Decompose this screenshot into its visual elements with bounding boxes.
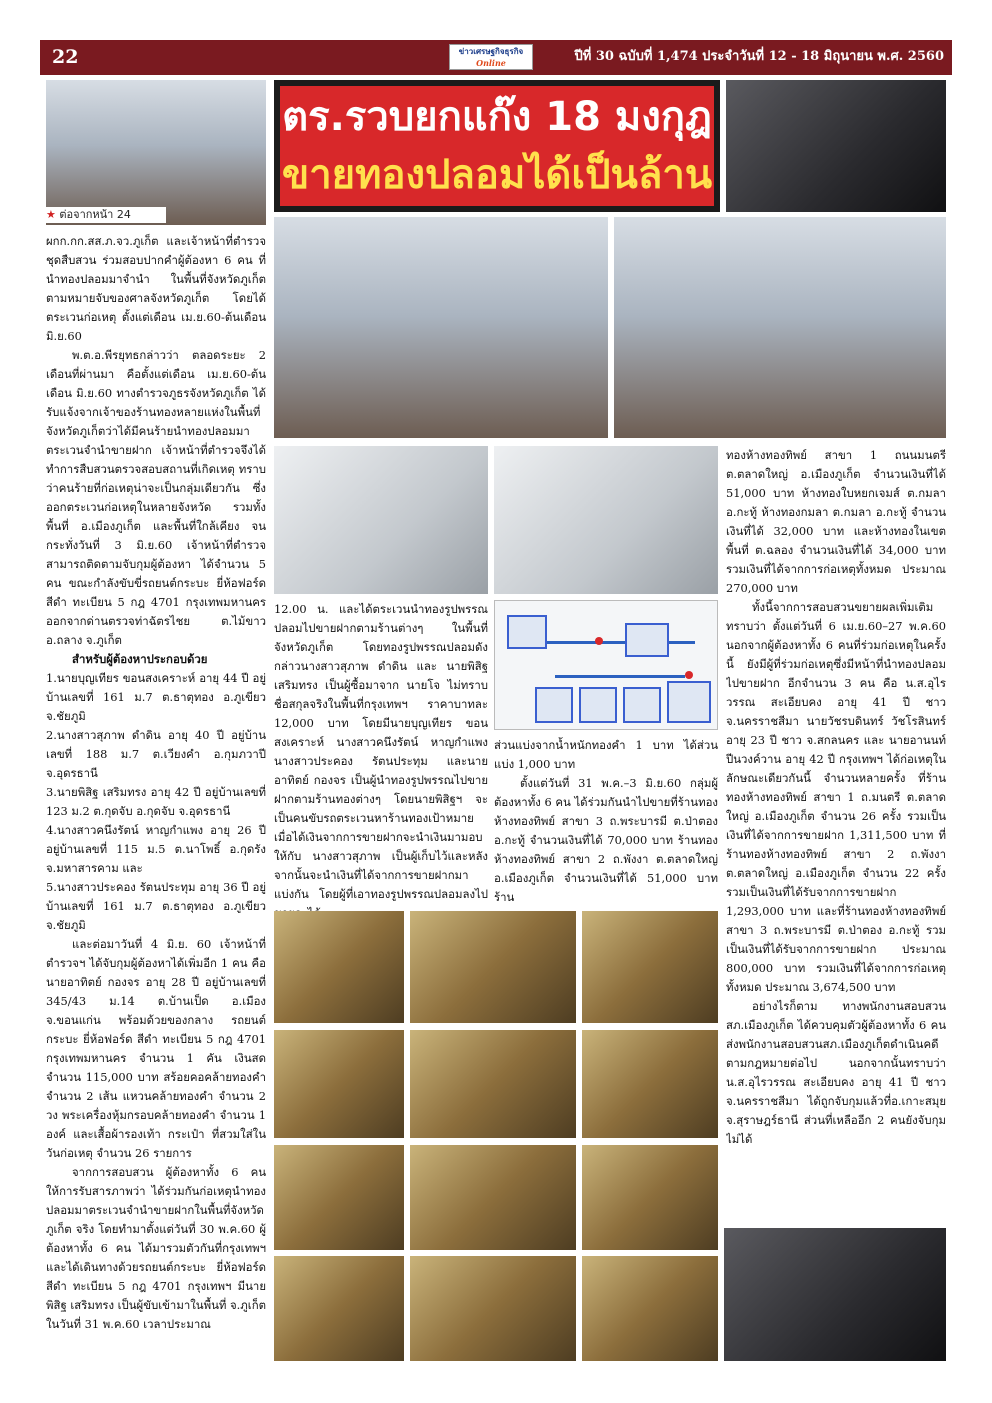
photo-cctv-11 <box>410 1256 576 1361</box>
map-pin-icon <box>685 671 693 679</box>
diagram-route-line <box>555 675 685 678</box>
photo-cctv-4 <box>274 1030 404 1138</box>
headline-line-2: ขายทองปลอมได้เป็นล้าน <box>281 152 713 198</box>
photo-press-conference-left <box>274 217 608 438</box>
photo-press-conference-right <box>614 217 946 438</box>
photo-cctv-9 <box>582 1145 718 1250</box>
photo-cctv-2 <box>410 911 576 1023</box>
article-column-3 <box>494 736 718 916</box>
photo-cctv-6 <box>582 1030 718 1138</box>
continued-text: ต่อจากหน้า 24 <box>59 208 131 221</box>
suspect-item: 5.นางสาวประคอง รัตนประทุม อายุ 36 ปี อยู่บ้านเลขที่ 161 ม.7 ต.ธาตุทอง อ.ภูเขียว จ.ชัยภูมิ <box>46 880 266 932</box>
paragraph: จากการสอบสวน ผู้ต้องหาทั้ง 6 คน ให้การรับสารภาพว่า ได้ร่วมกันก่อเหตุนำทองปลอมมาตระเวนจำนำขายฝากในพื้นที่จังหวัดภูเก็ต จริง โดยทำมาตั้งแต่วันที่ 30 พ.ค.60 ผู้ต้องหาทั้ง 6 คน ได้มารวมตัวกันที่กรุงเทพฯ และได้เดินทางด้วยรถยนต์กระบะ ยี่ห้อฟอร์ด สีดำ ทะเบียน 5 กฎ 4701 กรุงเทพฯ มีนายพิสิฐ เสริมทรง เป็นผู้ขับเข้ามาในพื้นที่ จ.ภูเก็ต ในวันที่ 31 พ.ค.60 เวลาประมาณ <box>46 1165 266 1331</box>
suspect-item: 3.นายพิสิฐ เสริมทรง อายุ 42 ปี อยู่บ้านเลขที่ 123 ม.2 ต.กุดจับ อ.กุดจับ จ.อุดรธานี <box>46 785 266 818</box>
page-number: 22 <box>52 46 79 68</box>
paragraph: ทองห้างทองทิพย์ สาขา 1 ถนนมนตรี ต.ตลาดใหญ่ อ.เมืองภูเก็ต จำนวนเงินที่ได้ 51,000 บาท ห้างทองใบหยกเจมส์ ต.กมลา อ.กะทู้ ห้างทองกมลา ต.กมลา อ.กะทู้ จำนวนเงินที่ได้ 32,000 บาท และห้างทองในเขตพื้นที่ ต.ฉลอง จำนวนเงินที่ได้ 34,000 บาท รวมเงินที่ได้จากการก่อเหตุทั้งหมด ประมาณ 270,000 บาท <box>726 448 946 595</box>
photo-cctv-1 <box>274 911 404 1023</box>
diagram-photo-box <box>667 681 711 723</box>
photo-cctv-10 <box>274 1256 404 1361</box>
photo-cctv-5 <box>410 1030 576 1138</box>
photo-officer-holding-necklace <box>46 80 266 225</box>
paragraph: ส่วนแบ่งจากน้ำหนักทองคำ 1 บาท ได้ส่วนแบ่ง 1,000 บาท <box>494 738 718 771</box>
suspect-item: 4.นางสาวคนึงรัตน์ หาญกำแพง อายุ 26 ปี อยู่บ้านเลขที่ 115 ม.5 ต.นาโพธิ์ อ.กุดรัง จ.มหาสารคาม และ <box>46 823 266 875</box>
photo-cctv-3 <box>582 911 718 1023</box>
paragraph: พ.ต.อ.พีรยุทธกล่าวว่า ตลอดระยะ 2 เดือนที่ผ่านมา คือตั้งแต่เดือน เม.ย.60-ต้นเดือน มิ.ย.60 ทางตำรวจภูธรจังหวัดภูเก็ต ได้รับแจ้งจากเจ้าของร้านทองหลายแห่งในพื้นที่จังหวัดภูเก็ตว่าได้มีคนร้ายนำทองปลอมมาตระเวนจำนำขายฝาก เจ้าหน้าที่ตำรวจจึงได้ทำการสืบสวนตรวจสอบสถานที่เกิดเหตุ ทราบว่าคนร้ายที่ก่อเหตุน่าจะเป็นกลุ่มเดียวกัน ซึ่งออกตระเวนก่อเหตุในหลายจังหวัด รวมทั้งพื้นที่ อ.เมืองภูเก็ต และพื้นที่ใกล้เคียง จนกระทั่งวันที่ 3 มิ.ย.60 เจ้าหน้าที่ตำรวจสามารถติดตามจับกุมผู้ต้องหา ได้จำนวน 5 คน ขณะกำลังขับขี่รถยนต์กระบะ ยี่ห้อฟอร์ด สีดำ ทะเบียน 5 กฎ 4701 กรุงเทพมหานคร ออกจากด่านตรวจท่าฉัตรไชย ต.ไม้ขาว อ.ถลาง จ.ภูเก็ต <box>46 348 266 647</box>
suspect-item: 1.นายบุญเทียร ขอนสงเคราะห์ อายุ 44 ปี อยู่บ้านเลขที่ 161 ม.7 ต.ธาตุทอง อ.ภูเขียว จ.ชัยภูมิ <box>46 671 266 723</box>
photo-cctv-12 <box>582 1256 718 1361</box>
paragraph: ทั้งนี้จากการสอบสวนขยายผลเพิ่มเติม ทราบว่า ตั้งแต่วันที่ 6 เม.ย.60–27 พ.ค.60 นอกจากผู้ต้องหาทั้ง 6 คนที่ร่วมก่อเหตุในครั้งนี้ ยังมีผู้ที่ร่วมก่อเหตุซึ่งมีหน้าที่นำทองปลอมไปขายฝาก อีกจำนวน 3 คน คือ น.ส.อุไรวรรณ สะเอียบคง อายุ 41 ปี ชาว จ.นครราชสีมา นายวัชรบดินทร์ วัชโรสินทร์ อายุ 23 ปี ชาว จ.สกลนคร และ นายอานนท์ ปีนวงค์วาน อายุ 42 ปี กรุงเทพฯ ได้ก่อเหตุในลักษณะเดียวกันนี้ จำนวนหลายครั้ง ที่ร้านทองห้างทองทิพย์ สาขา 1 ถ.มนตรี ต.ตลาดใหญ่ อ.เมืองภูเก็ต จำนวน 26 ครั้ง รวมเป็นเงินที่ได้จากการขายฝาก 1,311,500 บาท ที่ร้านทองห้างทองทิพย์ สาขา 2 ถ.พังงา ต.ตลาดใหญ่ อ.เมืองภูเก็ต จำนวน 22 ครั้ง รวมเป็นเงินที่ได้รับจากการขายฝาก 1,293,000 บาท และที่ร้านทองห้างทองทิพย์ สาขา 3 ถ.พระบารมี ต.ป่าตอง อ.กะทู้ รวมเป็นเงินที่ได้รับจากการขายฝาก ประมาณ 800,000 บาท รวมเงินที่ได้จากการก่อเหตุทั้งหมด ประมาณ 3,674,500 บาท <box>726 600 946 994</box>
masthead-online: Online <box>476 58 506 68</box>
continued-from-label <box>46 207 166 223</box>
headline-line-1: ตร.รวบยกแก๊ง 18 มงกุฎ <box>282 94 712 140</box>
diagram-photo-box <box>579 687 617 723</box>
photo-route-diagram <box>494 600 718 730</box>
subheading-suspects: สำหรับผู้ต้องหาประกอบด้วย <box>72 652 208 666</box>
photo-evidence-cash-jewelry <box>494 446 718 594</box>
star-icon: ★ <box>46 208 56 221</box>
photo-cctv-7 <box>274 1145 404 1250</box>
photo-cctv-8 <box>410 1145 576 1250</box>
masthead-logo <box>449 44 533 70</box>
photo-fake-gold-packets <box>274 446 488 594</box>
diagram-photo-box <box>507 615 547 649</box>
photo-arrest-scene <box>724 1228 946 1361</box>
suspect-item: 2.นางสาวสุภาพ ดำดิน อายุ 40 ปี อยู่บ้านเลขที่ 188 ม.7 ต.เวียงคำ อ.กุมภวาปี จ.อุดรธานี <box>46 728 266 780</box>
issue-line: ปีที่ 30 ฉบับที่ 1,474 ประจำวันที่ 12 - 18 มิถุนายน พ.ศ. 2560 <box>574 49 944 64</box>
diagram-photo-box <box>623 687 661 723</box>
paragraph: และต่อมาวันที่ 4 มิ.ย. 60 เจ้าหน้าที่ตำรวจฯ ได้จับกุมผู้ต้องหาได้เพิ่มอีก 1 คน คือนายอาทิตย์ กองจร อายุ 28 ปี อยู่บ้านเลขที่ 345/43 ม.14 ต.บ้านเป็ด อ.เมือง จ.ขอนแก่น พร้อมด้วยของกลาง รถยนต์กระบะ ยี่ห้อฟอร์ด สีดำ ทะเบียน 5 กฎ 4701 กรุงเทพมหานคร จำนวน 1 คัน เงินสด จำนวน 115,000 บาท สร้อยคอคล้ายทองคำ จำนวน 2 เส้น แหวนคล้ายทองคำ จำนวน 2 วง พระเครื่องหุ้มกรอบคล้ายทองคำ จำนวน 1 องค์ และเสื้อผ้ารองเท้า กระเป๋า ที่สวมใส่ในวันก่อเหตุ จำนวน 26 รายการ <box>46 937 266 1160</box>
masthead-title: ข่าวเศรษฐกิจธุรกิจ <box>458 46 524 56</box>
paragraph: อย่างไรก็ตาม ทางพนักงานสอบสวน สภ.เมืองภูเก็ต ได้ควบคุมตัวผู้ต้องหาทั้ง 6 คนส่งพนักงานสอบสวนสภ.เมืองภูเก็ตดำเนินคดีตามกฎหมายต่อไป นอกจากนั้นทราบว่า น.ส.อุไรวรรณ สะเอียบคง อายุ 41 ปี ชาว จ.นครราชสีมา ได้ถูกจับกุมแล้วที่อ.เกาะสมุย จ.สุราษฎร์ธานี ส่วนที่เหลืออีก 2 คนยังจับกุมไม่ได้ <box>726 999 946 1146</box>
article-column-1 <box>46 232 266 1380</box>
article-column-2 <box>274 600 488 920</box>
paragraph: ตั้งแต่วันที่ 31 พ.ค.–3 มิ.ย.60 กลุ่มผู้ต้องหาทั้ง 6 คน ได้ร่วมกันนำไปขายที่ร้านทองห้างทองทิพย์ สาขา 3 ถ.พระบารมี ต.ป่าตอง อ.กะทู้ จำนวนเงินที่ได้ 70,000 บาท ร้านทองห้างทองทิพย์ สาขา 2 ถ.พังงา ต.ตลาดใหญ่ อ.เมืองภูเก็ต จำนวนเงินที่ได้ 51,000 บาท ร้าน <box>494 776 718 904</box>
map-pin-icon <box>595 637 603 645</box>
paragraph: ผกก.กก.สส.ภ.จว.ภูเก็ต และเจ้าหน้าที่ตำรวจชุดสืบสวน ร่วมสอบปากคำผู้ต้องหา 6 คน ที่นำทองปลอมมาจำนำ ในพื้นที่จังหวัดภูเก็ต ตามหมายจับของศาลจังหวัดภูเก็ต โดยได้ตระเวนก่อเหตุ ตั้งแต่เดือน เม.ย.60-ต้นเดือน มิ.ย.60 <box>46 234 266 343</box>
article-column-4 <box>726 446 946 1236</box>
photo-inspecting-gold <box>726 80 946 212</box>
paragraph: 12.00 น. และได้ตระเวนนำทองรูปพรรณปลอมไปขายฝากตามร้านต่างๆ ในพื้นที่จังหวัดภูเก็ต โดยทองรูปพรรณปลอมดังกล่าวนางสาวสุภาพ ดำดิน และ นายพิสิฐ เสริมทรง เป็นผู้ซื้อมาจาก นายโจ ไม่ทราบชื่อสกุลจริงในพื้นที่กรุงเทพฯ ราคาบาทละ 12,000 บาท โดยมีนายบุญเทียร ขอนสงเคราะห์ นางสาวคนึงรัตน์ หาญกำแพง นางสาวประคอง รัตนประทุม และนายอาทิตย์ กองจร เป็นผู้นำทองรูปพรรณไปขายฝากตามร้านทองต่างๆ โดยนายพิสิฐฯ จะเป็นคนขับรถตระเวนหาร้านทองเป้าหมาย เมื่อได้เงินจากการขายฝากจะนำเงินมามอบให้กับ นางสาวสุภาพ เป็นผู้เก็บไว้และหลังจากนั้นจะนำเงินที่ได้จากการขายฝากมาแบ่งกัน โดยผู้ที่เอาทองรูปพรรณปลอมลงไป <box>274 602 488 901</box>
diagram-photo-box <box>625 623 669 657</box>
diagram-photo-box <box>535 687 573 723</box>
